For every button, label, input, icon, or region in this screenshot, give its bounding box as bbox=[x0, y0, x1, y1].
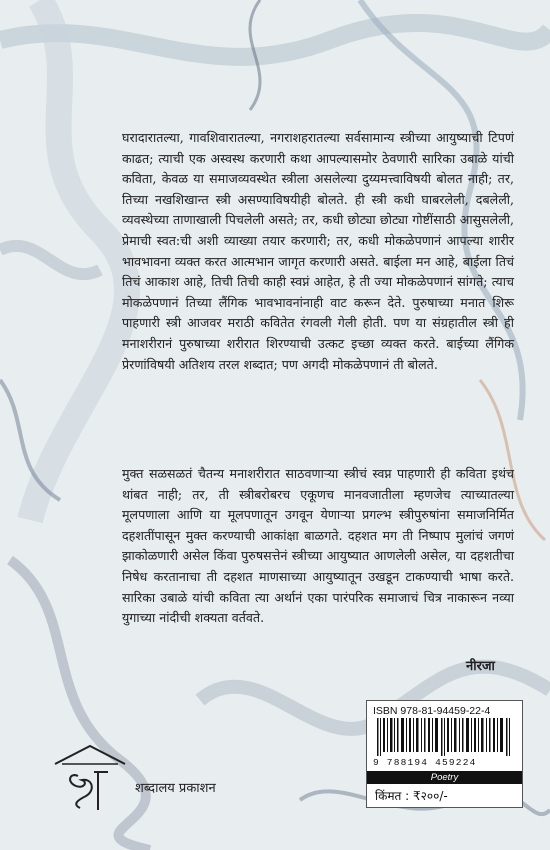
description-paragraph-2: मुक्त सळसळतं चैतन्य मनाशरीरात साठवणाऱ्या स्त्रीचं स्वप्न पाहणारी ही कविता इथंच थांबत नाही; तर, ती स्त्रीबरोबरच एकूणच मानवजातीला म्हणजेच त्याच्यातल्या मूलपणाला आणि या मूलपणातून उगवून येणाऱ्या प्रगल्भ स्त्रीपुरुषांना समाजनिर्मित दहशतींपासून मुक्त करण्याची आकांक्षा बाळगते. दहशत मग ती निष्पाप मुलांचं जगणं झाकोळणारी असेल किंवा पुरुषसत्तेनं स्त्रीच्या आयुष्यात आणलेली असेल, या दहशतीचा निषेध करतानाचा ती दहशत माणसाच्या आयुष्यातून उखडून टाकण्याची भाषा करते. सारिका उबाळे यांची कविता त्या अर्थानं एका पारंपरिक समाजाचं चित्र नाकारून नव्या युगाच्या नांदीची शक्यता वर्तवते. bbox=[122, 466, 514, 626]
barcode-icon bbox=[375, 718, 515, 756]
price-label: किंमत : ₹२००/- bbox=[375, 789, 448, 803]
description-paragraph-1: घरादारातल्या, गावशिवारातल्या, नगराशहरातल्या सर्वसामान्य स्त्रीच्या आयुष्याची टिपणं काढत; त्याची एक अस्वस्थ करणारी कथा आपल्यासमोर ठेवणारी सारिका उबाळे यांची कविता, केवळ या समाजव्यवस्थेत स्त्रीला असलेल्या दुय्यमत्त्वाविषयी बोलत नाही; तर, तिच्या नखशिखान्त स्त्री असण्याविषयीही बोलते. ही स्त्री कधी घाबरलेली, दबलेली, व्यवस्थेच्या ताणाखाली पिचलेली असते; तर, कधी छोट्या छोट्या गोष्टींसाठी आसुसलेली, प्रेमाची स्वत:ची अशी व्याख्या तयार करणारी; तर, कधी मोकळेपणानं आपल्या शारीर भावभावना व्यक्त करत आत्मभान जागृत करणारी असते. बाईला मन आहे, बाईला तिचं तिचं आकाश आहे, तिची तिची काही स्वप्नं आहेत, हे ती ज्या मोकळेपणानं सांगते; त्याच मोकळेपणानं तिच्या लैंगिक भावभावनांनाही वाट करून देते. पुरुषाच्या मनात शिरू पाहणारी स्त्री आजवर मराठी कवितेत रंगवली गेली होती. पण या संग्रहातील स्त्री ही मनाशरीरानं पुरुषाच्या शरीरात शिरण्याची उत्कट इच्छा व्यक्त करते. बाईच्या लैंगिक प्रेरणांविषयी अतिशय तरल शब्दात; पण अगदी मोकळेपणानं ती बोलते. bbox=[122, 130, 514, 372]
publisher-name: शब्दालय प्रकाशन bbox=[135, 781, 216, 796]
category-band: Poetry bbox=[367, 771, 522, 784]
isbn-label: ISBN 978-81-94459-22-4 bbox=[373, 705, 491, 717]
barcode-digits: 9 788194 459224 bbox=[373, 757, 477, 768]
house-script-logo-icon bbox=[50, 742, 130, 812]
author-signature: नीरजा bbox=[466, 659, 495, 674]
isbn-barcode-box bbox=[366, 700, 523, 808]
